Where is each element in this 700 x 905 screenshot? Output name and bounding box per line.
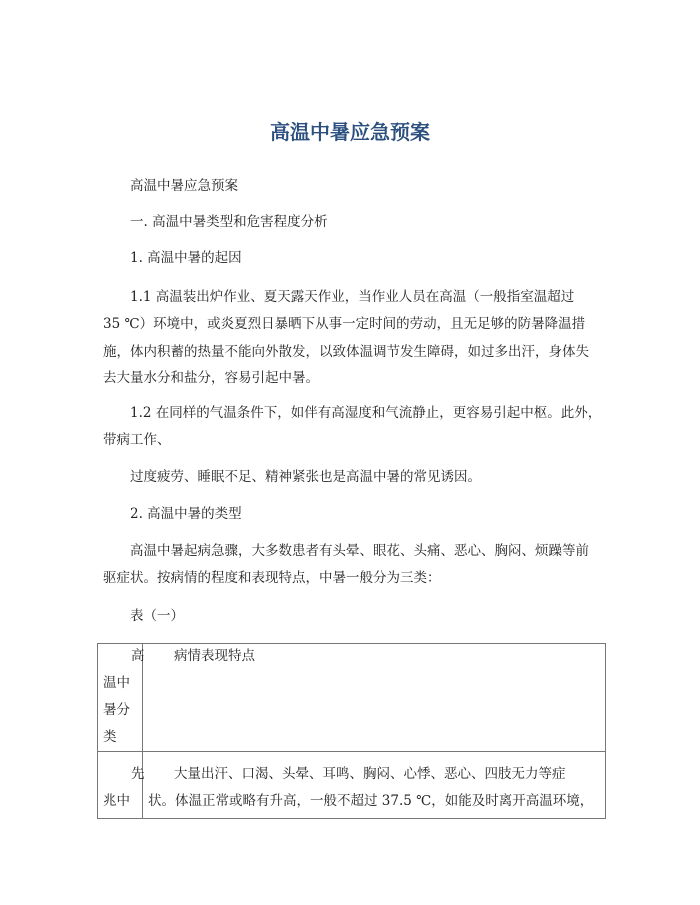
paragraph-line: 高温中暑起病急骤，大多数患者有头晕、眼花、头痛、恶心、胸闷、烦躁等前	[130, 543, 589, 559]
header-cell-line: 温中	[103, 675, 130, 691]
paragraph-line: 施，体内积蓄的热量不能向外散发，以致体温调节发生障碍，如过多出汗，身体失	[103, 344, 589, 360]
paragraph: 高温中暑应急预案	[130, 178, 238, 194]
table-caption: 表（一）	[130, 608, 184, 624]
table-cell-line: 兆中	[103, 793, 130, 809]
subsection-heading: 1. 高温中暑的起因	[130, 250, 242, 266]
paragraph-line: 驱症状。按病情的程度和表现特点，中暑一般分为三类：	[103, 570, 441, 586]
header-cell-line: 类	[103, 729, 117, 745]
paragraph-line: 35 ℃）环境中，或炎夏烈日暴晒下从事一定时间的劳动，且无足够的防暑降温措	[103, 316, 586, 332]
header-cell: 病情表现特点	[174, 648, 255, 664]
paragraph: 过度疲劳、睡眠不足、精神紧张也是高温中暑的常见诱因。	[130, 469, 481, 485]
paragraph-line: 1.1 高温装出炉作业、夏天露天作业，当作业人员在高温（一般指室温超过	[130, 289, 575, 305]
section-heading: 一. 高温中暑类型和危害程度分析	[130, 214, 328, 230]
paragraph-line: 1.2 在同样的气温条件下，如伴有高湿度和气流静止，更容易引起中枢。此外，	[130, 405, 602, 421]
heatstroke-type-table	[97, 643, 606, 819]
header-cell-line: 高	[131, 648, 145, 664]
paragraph-line: 带病工作、	[103, 432, 171, 448]
table-row-divider	[98, 751, 605, 752]
table-cell-line: 先	[131, 766, 145, 782]
table-cell-line: 状。体温正常或略有升高，一般不超过 37.5 ℃，如能及时离开高温环境，	[148, 793, 594, 809]
document-title: 高温中暑应急预案	[270, 120, 430, 144]
table-column-divider	[142, 644, 143, 818]
table-cell-line: 大量出汗、口渴、头晕、耳鸣、胸闷、心悸、恶心、四肢无力等症	[174, 766, 566, 782]
subsection-heading: 2. 高温中暑的类型	[130, 506, 242, 522]
header-cell-line: 暑分	[103, 702, 130, 718]
paragraph-line: 去大量水分和盐分，容易引起中暑。	[103, 370, 319, 386]
